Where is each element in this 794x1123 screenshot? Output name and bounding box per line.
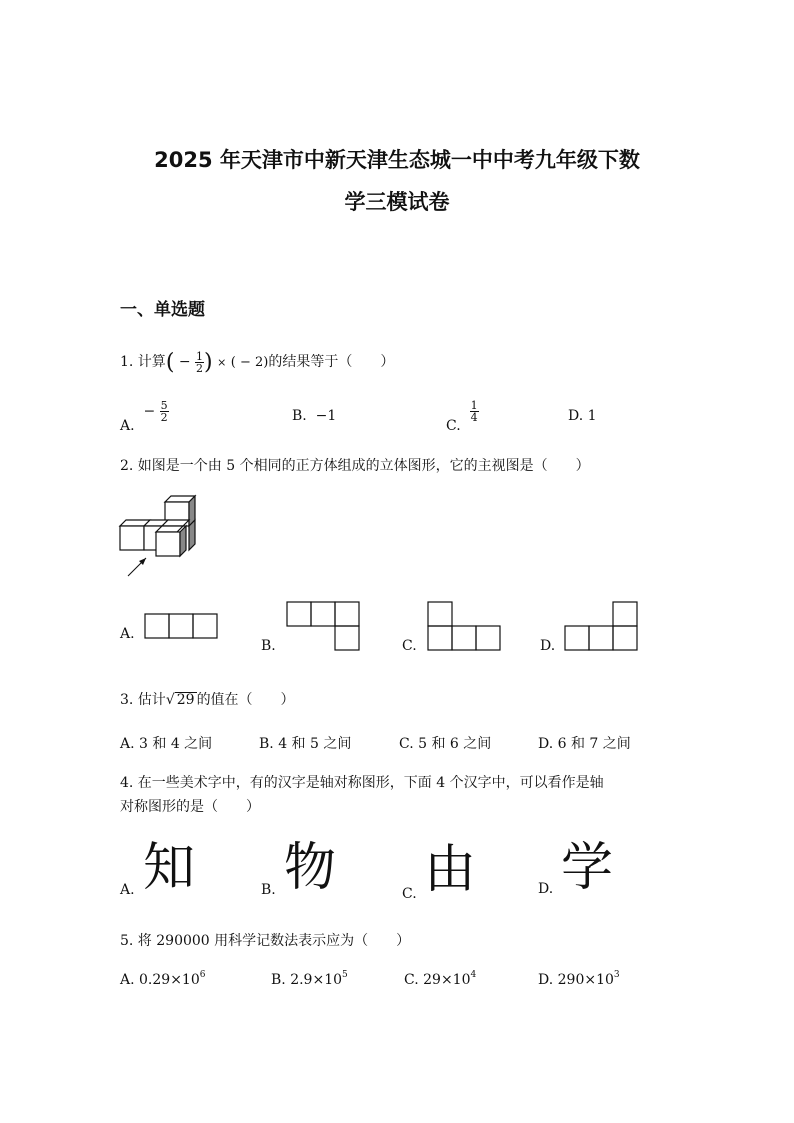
question-4-line1: 4. 在一些美术字中，有的汉字是轴对称图形，下面 4 个汉字中，可以看作是轴 [120,775,604,791]
sqrt-symbol: √ [165,692,175,708]
q1-frac-den: 2 [196,361,204,375]
q5-option-a[interactable]: A. $0.29\times 10^6$ [120,970,206,988]
q1-option-b[interactable]: B. −1 [292,408,337,424]
q4-option-d-label[interactable]: D. [538,881,554,897]
q4-option-b-char[interactable]: 物 [284,838,337,898]
question-2: 2. 如图是一个由 5 个相同的正方体组成的立体图形，它的主视图是（ ） [120,458,590,474]
q3-option-b[interactable]: B. 4 和 5 之间 [259,736,352,752]
section-heading: 一、单选题 [120,300,205,320]
q1-option-d[interactable]: D. 1 [568,408,597,424]
q5-option-b[interactable]: B. $2.9\times 10^5$ [271,970,348,988]
question-1 [120,350,394,375]
q2-option-b-label[interactable]: B. [261,638,276,654]
q5-option-c[interactable]: C. $29\times 10^4$ [404,970,477,988]
q1-expression: ( − $\frac{1}{2}$ ) × ( − 2) [165,349,269,375]
question-5: 5. 将 290000 用科学记数法表示应为（ ） [120,933,411,949]
q4-option-c-label[interactable]: C. [402,886,417,902]
q4-option-b-label[interactable]: B. [261,882,276,898]
q2-option-d-label[interactable]: D. [540,638,556,654]
q3-option-c[interactable]: C. 5 和 6 之间 [399,736,492,752]
question-4-line2: 对称图形的是（ ） [120,799,260,815]
q3-option-a[interactable]: A. 3 和 4 之间 [120,736,213,752]
cube-solid-figure [118,494,200,578]
q4-option-a-char[interactable]: 知 [143,838,196,898]
q3-option-d[interactable]: D. 6 和 7 之间 [538,736,631,752]
q2-option-c-label[interactable]: C. [402,638,417,654]
q4-option-c-char[interactable]: 由 [424,840,477,900]
q2-option-b-view[interactable] [286,601,360,651]
q4-option-a-label[interactable]: A. [120,882,135,898]
q5-option-d[interactable]: D. $290\times 10^3$ [538,970,620,988]
q1-frac-num: 1 [196,349,204,363]
q2-option-d-view[interactable] [564,601,638,651]
q3-radicand: 29 [176,692,195,708]
q1-prefix: 1. 计算 [120,354,166,370]
q1-suffix: 的结果等于（ ） [268,354,395,370]
q4-option-d-char[interactable]: 学 [561,838,614,898]
exam-title-line1: 2025 年天津市中新天津生态城一中中考九年级下数 [154,148,640,172]
q2-option-a-label[interactable]: A. [120,626,135,642]
q2-option-c-view[interactable] [427,601,501,651]
q1-option-c[interactable]: C. $\frac{1}{4}$ [446,399,478,434]
question-3: 3. 估计√ 29 的值在（ ） [120,692,295,708]
q1-option-a[interactable]: A. − $\frac{5}{2}$ [120,399,168,434]
q2-option-a-view[interactable] [144,613,218,639]
exam-title-line2: 学三模试卷 [344,190,450,214]
